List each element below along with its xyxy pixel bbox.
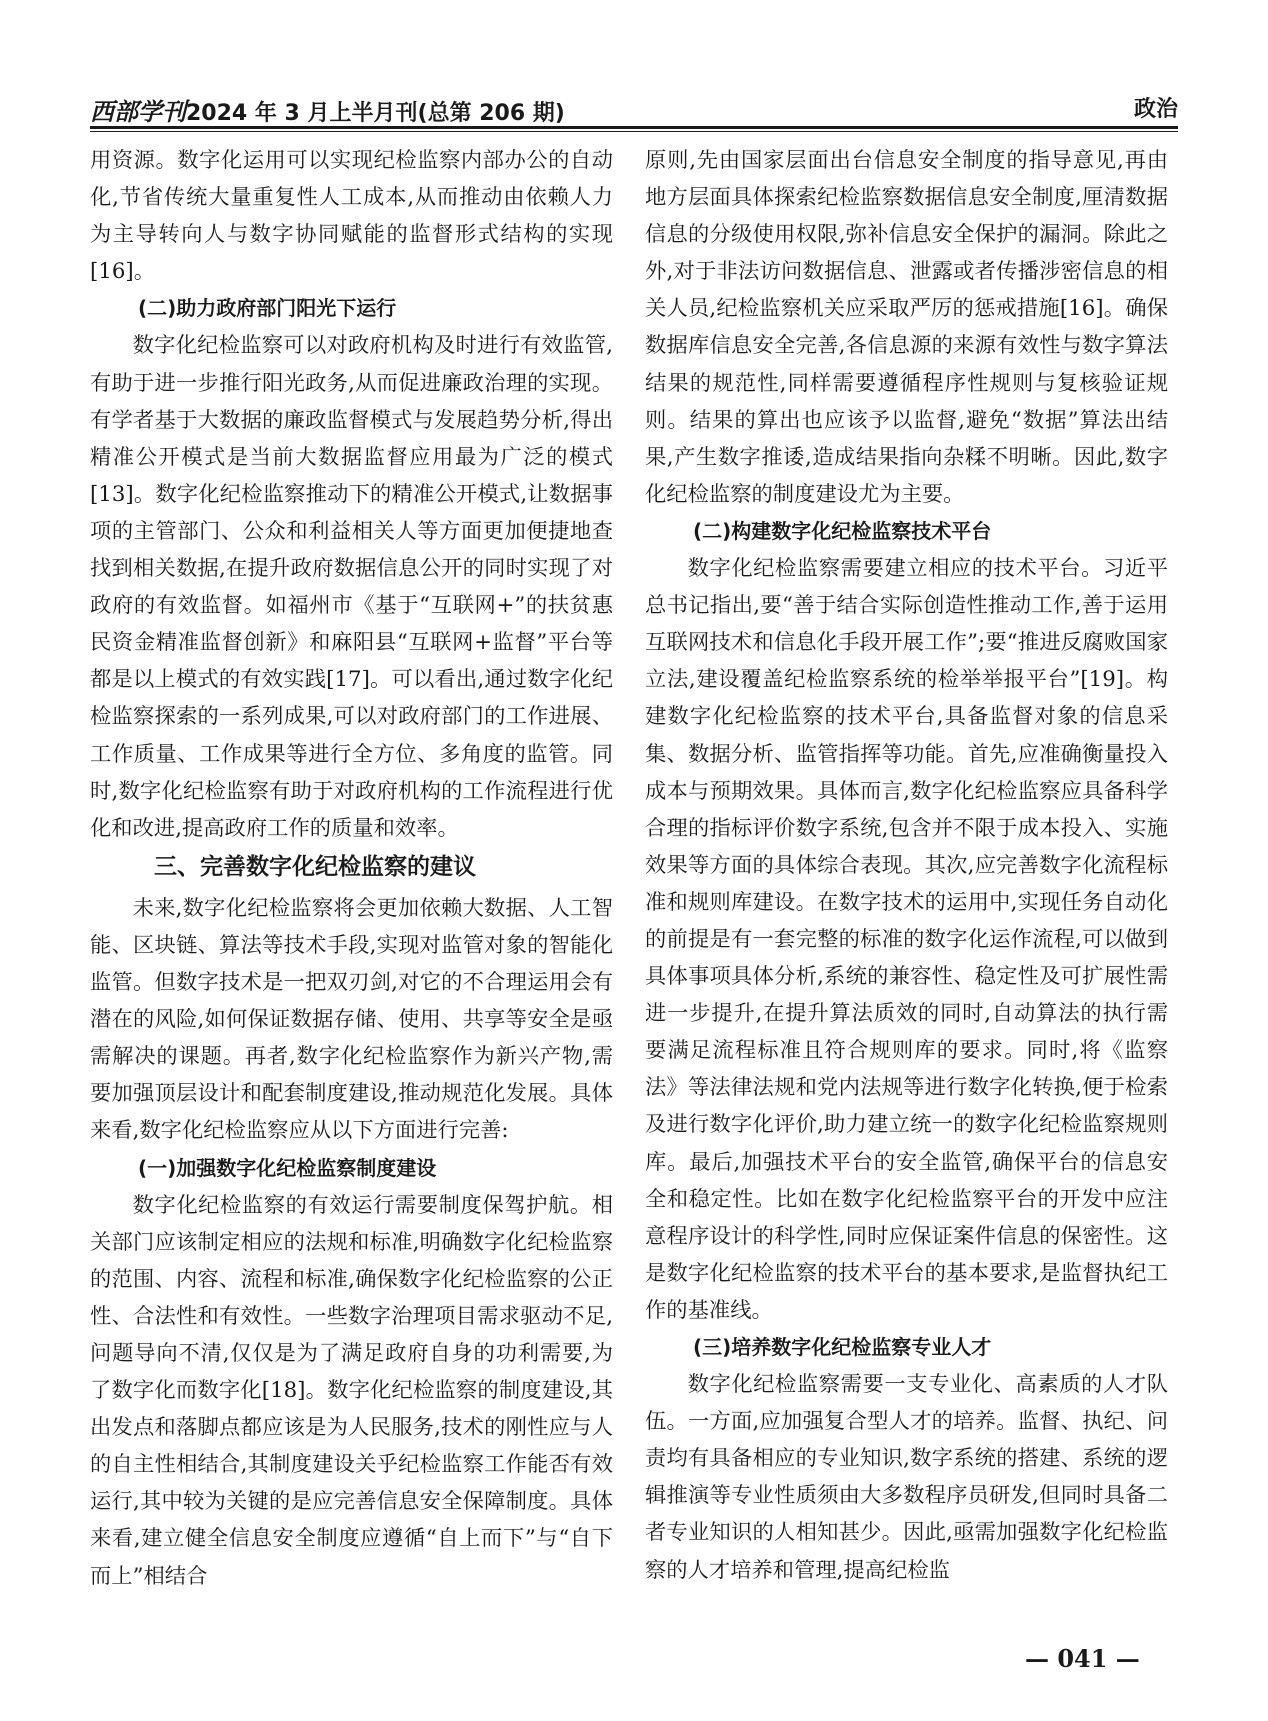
page-number: — 041 — (1025, 1644, 1140, 1673)
journal-logo: 西部学刊 (90, 97, 186, 126)
paragraph: 用资源。数字化运用可以实现纪检监察内部办公的自动化,节省传统大量重复性人工成本,从而推动由依赖人力为主导转向人与数字协同赋能的监督形式结构的实现[16]。 (90, 148, 613, 285)
paragraph: 数字化纪检监察需要建立相应的技术平台。习近平总书记指出,要“善于结合实际创造性推动工作,善于运用互联网技术和信息化手段开展工作”;要“推进反腐败国家立法,建设覆盖纪检监察系统的检举举报平台”[19]。构建数字化纪检监察的技术平台,具备监督对象的信息采集、数据分析、监管指挥等功能。首先,应准确衡量投入成本与预期效果。具体而言,数字化纪检监察应具备科学合理的指标评价数字系统,包含并不限于成本投入、实施效果等方面的具体综合表现。其次,应完善数字化流程标准和规则库建设。在数字技术的运用中,实现任务自动化的前提是有一套完整的标准的数字化运作流程,可以做到具体事项具体分析,系统的兼容性、稳定性及可扩展性需进一步提升,在提升算法质效的同时,自动算法的执行需要满足流程标准且符合规则库的要求。同时,将《监察法》等法律法规和党内法规等进行数字化转换,便于检索及进行数字化评价,助力建立统一的数字化纪检监察规则库。最后,加强技术平台的安全监管,确保平台的信息安全和稳定性。比如在数字化纪检监察平台的开发中应注意程序设计的科学性,同时应保证案件信息的保密性。这是数字化纪检监察的技术平台的基本要求,是监督执纪工作的基准线。 (645, 556, 1168, 1323)
journal-issue-line (90, 92, 565, 127)
left-column (90, 142, 613, 1595)
paragraph: 未来,数字化纪检监察将会更加依赖大数据、人工智能、区块链、算法等技术手段,实现对监管对象的智能化监管。但数字技术是一把双刃剑,对它的不合理运用会有潜在的风险,如何保证数据存储、使用、共享等安全是亟需解决的课题。再者,数字化纪检监察作为新兴产物,需要加强顶层设计和配套制度建设,推动规范化发展。具体来看,数字化纪检监察应从以下方面进行完善: (90, 895, 613, 1144)
header-rule-thin (90, 131, 1178, 132)
paragraph: 数字化纪检监察需要一支专业化、高素质的人才队伍。一方面,应加强复合型人才的培养。监督、执纪、问责均有具备相应的专业知识,数字系统的搭建、系统的逻辑推演等专业性质须由大多数程序员研发,但同时具备二者专业知识的人相知甚少。因此,亟需加强数字化纪检监察的人才培养和管理,提高纪检监 (645, 1372, 1168, 1583)
paragraph: 原则,先由国家层面出台信息安全制度的指导意见,再由地方层面具体探索纪检监察数据信息安全制度,厘清数据信息的分级使用权限,弥补信息安全保护的漏洞。除此之外,对于非法访问数据信息、泄露或者传播涉密信息的相关人员,纪检监察机关应采取严厉的惩戒措施[16]。确保数据库信息安全完善,各信息源的来源有效性与数字算法结果的规范性,同样需要遵循程序性规则与复核验证规则。结果的算出也应该予以监督,避免“数据”算法出结果,产生数字推诿,造成结果指向杂糅不明晰。因此,数字化纪检监察的制度建设尤为主要。 (645, 148, 1168, 507)
section-heading: 三、完善数字化纪检监察的建议 (154, 853, 476, 880)
subsection-heading: (二)助力政府部门阳光下运行 (138, 296, 397, 321)
paragraph: 数字化纪检监察的有效运行需要制度保驾护航。相关部门应该制定相应的法规和标准,明确数字化纪检监察的范围、内容、流程和标准,确保数字化纪检监察的公正性、合法性和有效性。一些数字治理项目需求驱动不足,问题导向不清,仅仅是为了满足政府自身的功利需要,为了数字化而数字化[18]。数字化纪检监察的制度建设,其出发点和落脚点都应该是为人民服务,技术的刚性应与人的自主性相结合,其制度建设关乎纪检监察工作能否有效运行,其中较为关键的是应完善信息安全保障制度。具体来看,建立健全信息安全制度应遵循“自上而下”与“自下而上”相结合 (90, 1192, 613, 1589)
paragraph: 数字化纪检监察可以对政府机构及时进行有效监管,有助于进一步推行阳光政务,从而促进廉政治理的实现。有学者基于大数据的廉政监督模式与发展趋势分析,得出精准公开模式是当前大数据监督应用最为广泛的模式[13]。数字化纪检监察推动下的精准公开模式,让数据事项的主管部门、公众和利益相关人等方面更加便捷地查找到相关数据,在提升政府数据信息公开的同时实现了对政府的有效监督。如福州市《基于“互联网+”的扶贫惠民资金精准监督创新》和麻阳县“互联网+监督”平台等都是以上模式的有效实践[17]。可以看出,通过数字化纪检监察探索的一系列成果,可以对政府部门的工作进展、工作质量、工作成果等进行全方位、多角度的监管。同时,数字化纪检监察有助于对政府机构的工作流程进行优化和改进,提高政府工作的质量和效率。 (90, 333, 613, 841)
issue-info: 2024 年 3 月上半月刊(总第 206 期) (186, 101, 565, 126)
subsection-heading: (三)培养数字化纪检监察专业人才 (693, 1335, 992, 1359)
running-header (90, 84, 1178, 130)
subsection-heading: (一)加强数字化纪检监察制度建设 (138, 1155, 437, 1180)
section-label: 政治 (1133, 97, 1178, 122)
right-column (645, 142, 1168, 1589)
header-rule (90, 126, 1178, 129)
subsection-heading: (二)构建数字化纪检监察技术平台 (693, 518, 992, 543)
